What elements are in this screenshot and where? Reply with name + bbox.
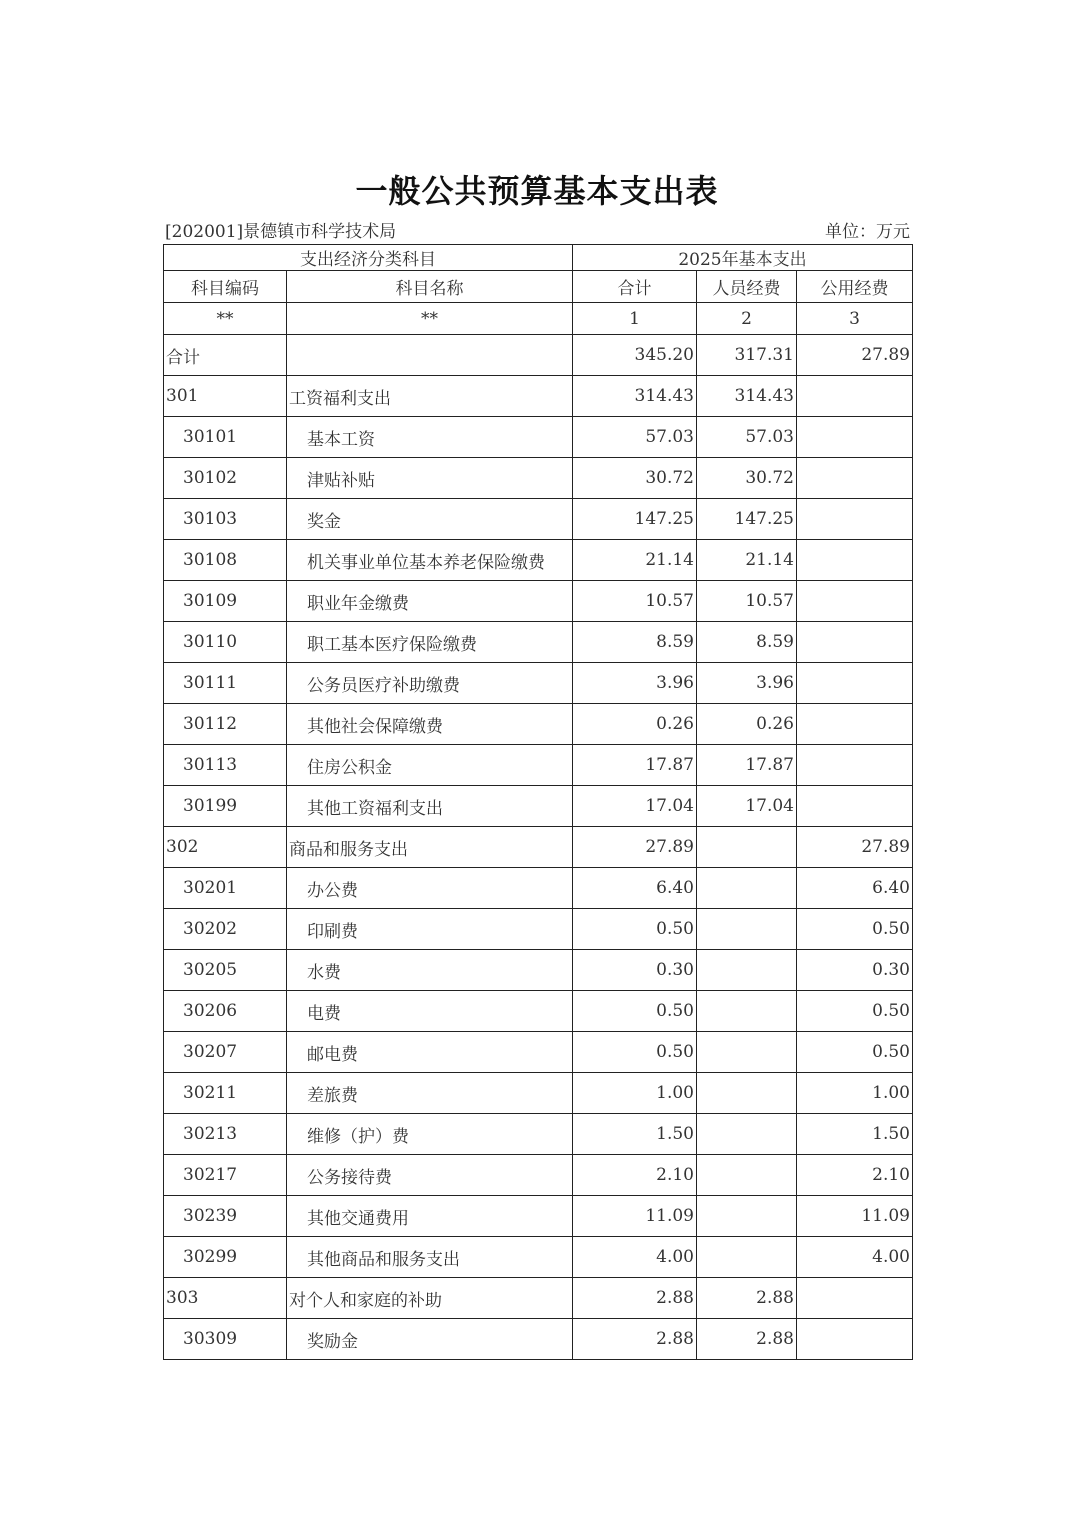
row-name: 其他工资福利支出 <box>287 786 573 827</box>
row-personnel: 30.72 <box>697 458 797 499</box>
row-public <box>797 1278 913 1319</box>
row-code: 30309 <box>164 1319 287 1360</box>
unit-label: 单位：万元 <box>825 222 910 242</box>
row-code: 30239 <box>164 1196 287 1237</box>
row-code: 30102 <box>164 458 287 499</box>
table-row <box>164 827 913 868</box>
row-name: 公务员医疗补助缴费 <box>287 663 573 704</box>
row-name: 住房公积金 <box>287 745 573 786</box>
row-code: 303 <box>164 1278 287 1319</box>
row-name: 奖励金 <box>287 1319 573 1360</box>
table-row <box>164 704 913 745</box>
row-total: 10.57 <box>573 581 697 622</box>
group-header-basic-expenditure: 2025年基本支出 <box>573 245 913 271</box>
row-public: 4.00 <box>797 1237 913 1278</box>
row-public: 2.10 <box>797 1155 913 1196</box>
row-code: 30111 <box>164 663 287 704</box>
row-public <box>797 417 913 458</box>
table-row <box>164 663 913 704</box>
row-public <box>797 458 913 499</box>
table-body <box>164 245 913 1360</box>
row-public <box>797 622 913 663</box>
row-personnel <box>697 1073 797 1114</box>
row-total: 11.09 <box>573 1196 697 1237</box>
row-public: 0.30 <box>797 950 913 991</box>
row-personnel: 314.43 <box>697 376 797 417</box>
row-total: 2.88 <box>573 1278 697 1319</box>
table-row <box>164 745 913 786</box>
row-code: 30199 <box>164 786 287 827</box>
column-header-total: 合计 <box>573 271 697 303</box>
row-code: 30213 <box>164 1114 287 1155</box>
row-name: 其他商品和服务支出 <box>287 1237 573 1278</box>
table-row <box>164 458 913 499</box>
row-total: 17.87 <box>573 745 697 786</box>
row-personnel: 0.26 <box>697 704 797 745</box>
index-personnel: 2 <box>697 303 797 335</box>
index-code: ** <box>164 303 287 335</box>
table-row <box>164 868 913 909</box>
row-total: 4.00 <box>573 1237 697 1278</box>
table-row <box>164 1073 913 1114</box>
row-code: 30110 <box>164 622 287 663</box>
agency-label: [202001]景德镇市科学技术局 <box>165 222 397 242</box>
table-row <box>164 1114 913 1155</box>
row-personnel: 10.57 <box>697 581 797 622</box>
total-row <box>164 335 913 376</box>
row-public: 11.09 <box>797 1196 913 1237</box>
row-total: 147.25 <box>573 499 697 540</box>
row-name: 职业年金缴费 <box>287 581 573 622</box>
row-name: 差旅费 <box>287 1073 573 1114</box>
row-code: 30108 <box>164 540 287 581</box>
table-row <box>164 1319 913 1360</box>
group-header-classification: 支出经济分类科目 <box>164 245 573 271</box>
row-personnel: 21.14 <box>697 540 797 581</box>
row-name: 津贴补贴 <box>287 458 573 499</box>
table-row <box>164 540 913 581</box>
row-personnel <box>697 1032 797 1073</box>
row-public <box>797 581 913 622</box>
row-total: 0.50 <box>573 909 697 950</box>
row-code: 30217 <box>164 1155 287 1196</box>
row-personnel <box>697 1196 797 1237</box>
row-total: 0.26 <box>573 704 697 745</box>
row-public: 0.50 <box>797 909 913 950</box>
row-public <box>797 1319 913 1360</box>
table-row <box>164 1032 913 1073</box>
row-total: 17.04 <box>573 786 697 827</box>
table-row <box>164 581 913 622</box>
row-personnel: 2.88 <box>697 1278 797 1319</box>
row-name: 电费 <box>287 991 573 1032</box>
row-code: 301 <box>164 376 287 417</box>
row-total: 6.40 <box>573 868 697 909</box>
row-total: 2.10 <box>573 1155 697 1196</box>
row-personnel <box>697 950 797 991</box>
row-public <box>797 786 913 827</box>
column-header-name: 科目名称 <box>287 271 573 303</box>
row-personnel: 3.96 <box>697 663 797 704</box>
row-name: 对个人和家庭的补助 <box>287 1278 573 1319</box>
row-personnel: 57.03 <box>697 417 797 458</box>
row-personnel: 17.87 <box>697 745 797 786</box>
table-row <box>164 376 913 417</box>
row-code: 30211 <box>164 1073 287 1114</box>
table-row <box>164 786 913 827</box>
row-total: 0.30 <box>573 950 697 991</box>
row-code: 30205 <box>164 950 287 991</box>
table-row <box>164 950 913 991</box>
budget-table <box>163 244 913 1360</box>
row-name: 工资福利支出 <box>287 376 573 417</box>
row-personnel: 17.04 <box>697 786 797 827</box>
row-public <box>797 663 913 704</box>
table-row <box>164 622 913 663</box>
row-code: 30299 <box>164 1237 287 1278</box>
row-total: 27.89 <box>573 827 697 868</box>
row-name: 基本工资 <box>287 417 573 458</box>
row-total: 1.00 <box>573 1073 697 1114</box>
table-row <box>164 991 913 1032</box>
row-code: 30201 <box>164 868 287 909</box>
column-header-public: 公用经费 <box>797 271 913 303</box>
row-public: 6.40 <box>797 868 913 909</box>
row-name: 邮电费 <box>287 1032 573 1073</box>
row-personnel <box>697 991 797 1032</box>
table-row <box>164 1196 913 1237</box>
row-code: 30113 <box>164 745 287 786</box>
row-public <box>797 704 913 745</box>
row-total: 314.43 <box>573 376 697 417</box>
row-personnel <box>697 827 797 868</box>
row-public <box>797 376 913 417</box>
row-personnel <box>697 868 797 909</box>
row-personnel <box>697 1237 797 1278</box>
row-personnel <box>697 1155 797 1196</box>
column-header-code: 科目编码 <box>164 271 287 303</box>
table-row <box>164 417 913 458</box>
row-public <box>797 745 913 786</box>
row-total: 0.50 <box>573 1032 697 1073</box>
row-code: 30101 <box>164 417 287 458</box>
row-code: 30109 <box>164 581 287 622</box>
table-row <box>164 499 913 540</box>
row-name: 职工基本医疗保险缴费 <box>287 622 573 663</box>
row-total: 3.96 <box>573 663 697 704</box>
row-personnel: 8.59 <box>697 622 797 663</box>
row-name: 其他社会保障缴费 <box>287 704 573 745</box>
index-public: 3 <box>797 303 913 335</box>
group-header-row <box>164 245 913 271</box>
row-public: 1.50 <box>797 1114 913 1155</box>
row-personnel <box>697 909 797 950</box>
table-row <box>164 1155 913 1196</box>
total-public: 27.89 <box>797 335 913 376</box>
index-total: 1 <box>573 303 697 335</box>
row-personnel <box>697 1114 797 1155</box>
row-total: 21.14 <box>573 540 697 581</box>
row-code: 302 <box>164 827 287 868</box>
row-total: 2.88 <box>573 1319 697 1360</box>
row-name: 其他交通费用 <box>287 1196 573 1237</box>
row-public: 0.50 <box>797 991 913 1032</box>
row-name: 商品和服务支出 <box>287 827 573 868</box>
index-name: ** <box>287 303 573 335</box>
row-total: 57.03 <box>573 417 697 458</box>
row-personnel: 2.88 <box>697 1319 797 1360</box>
row-total: 30.72 <box>573 458 697 499</box>
row-code: 30103 <box>164 499 287 540</box>
row-code: 30202 <box>164 909 287 950</box>
index-row <box>164 303 913 335</box>
row-name: 公务接待费 <box>287 1155 573 1196</box>
total-personnel: 317.31 <box>697 335 797 376</box>
row-public <box>797 540 913 581</box>
row-public: 27.89 <box>797 827 913 868</box>
row-name: 水费 <box>287 950 573 991</box>
total-total: 345.20 <box>573 335 697 376</box>
row-personnel: 147.25 <box>697 499 797 540</box>
row-code: 30207 <box>164 1032 287 1073</box>
row-public: 1.00 <box>797 1073 913 1114</box>
table-row <box>164 1278 913 1319</box>
row-name: 办公费 <box>287 868 573 909</box>
row-total: 8.59 <box>573 622 697 663</box>
total-name-blank <box>287 335 573 376</box>
table-row <box>164 1237 913 1278</box>
row-total: 1.50 <box>573 1114 697 1155</box>
row-code: 30206 <box>164 991 287 1032</box>
document-title: 一般公共预算基本支出表 <box>355 172 719 210</box>
column-header-row <box>164 271 913 303</box>
row-total: 0.50 <box>573 991 697 1032</box>
row-name: 机关事业单位基本养老保险缴费 <box>287 540 573 581</box>
row-public: 0.50 <box>797 1032 913 1073</box>
row-name: 维修（护）费 <box>287 1114 573 1155</box>
total-label: 合计 <box>164 335 287 376</box>
column-header-personnel: 人员经费 <box>697 271 797 303</box>
row-name: 印刷费 <box>287 909 573 950</box>
table-row <box>164 909 913 950</box>
row-name: 奖金 <box>287 499 573 540</box>
row-code: 30112 <box>164 704 287 745</box>
row-public <box>797 499 913 540</box>
